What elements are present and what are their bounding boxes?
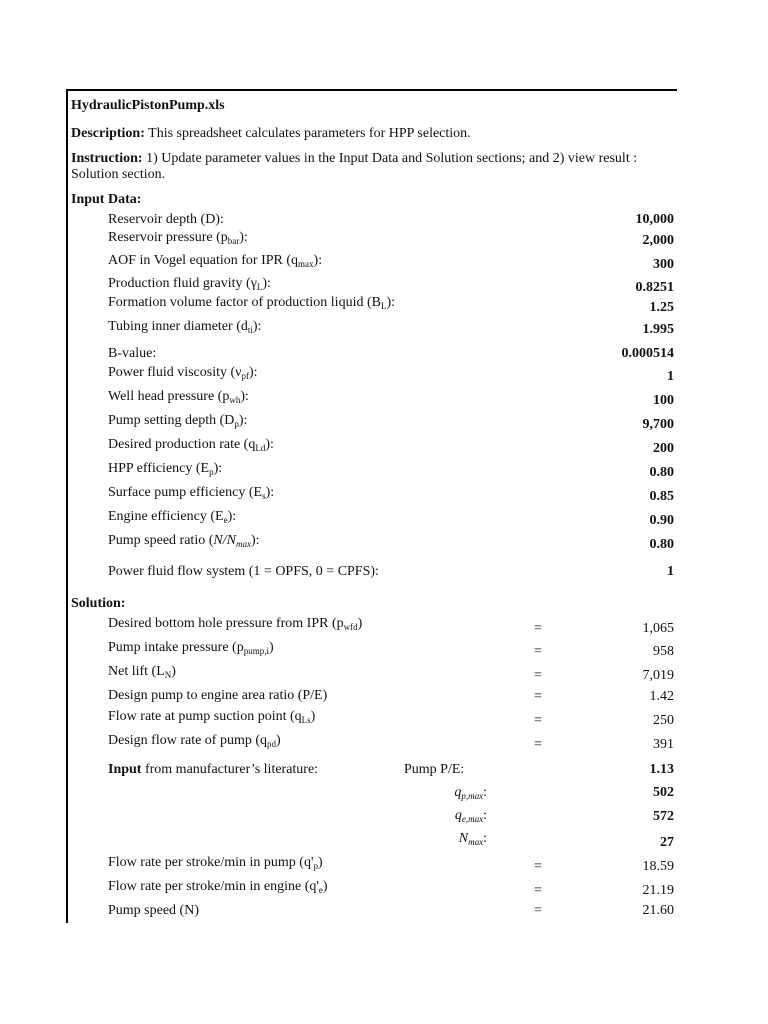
instruction-text: 1) Update parameter values in the Input Data and Solution sections; and 2) view result : (142, 151, 638, 166)
input-label-engine-efficiency: Engine efficiency $(E_e)$: (108, 509, 237, 525)
solution-value-bhp: 1,065 (642, 621, 674, 636)
input-value-hpp-efficiency[interactable]: 0.80 (649, 465, 674, 480)
solution-value-flow-per-stroke-pump: 18.59 (642, 859, 674, 874)
input-value-reservoir-pressure[interactable]: 2,000 (642, 233, 674, 248)
solution-label-flow-rate-suction: Flow rate at pump suction point $(q_{Ls})$ (108, 709, 316, 725)
input-label-reservoir-depth: Reservoir depth (D): (108, 212, 224, 227)
instruction-line-2: Solution section. (71, 167, 166, 182)
solution-eq-pump-speed: = (534, 903, 542, 918)
solution-eq-flow-rate-suction: = (534, 713, 542, 728)
input-value-b-value[interactable]: 0.000514 (621, 346, 674, 361)
solution-label-flow-per-stroke-pump: Flow rate per stroke/min in pump $(q'_p)$ (108, 855, 323, 871)
instruction-line (71, 151, 637, 167)
input-value-power-fluid-viscosity[interactable]: 1 (667, 369, 674, 384)
input-value-surface-pump-efficiency[interactable]: 0.85 (649, 489, 674, 504)
description-line (71, 126, 471, 142)
qp-max-value[interactable]: 502 (653, 785, 674, 800)
solution-value-flow-rate-suction: 250 (653, 713, 674, 728)
solution-value-pump-intake-pressure: 958 (653, 644, 674, 659)
input-value-pump-speed-ratio[interactable]: 0.80 (649, 537, 674, 552)
input-label-fluid-gravity: Production fluid gravity $(\gamma_L)$: (108, 276, 271, 292)
solution-label-pump-speed: Pump speed (N) (108, 903, 199, 918)
input-value-power-fluid-flow-system[interactable]: 1 (667, 564, 674, 579)
solution-value-flow-per-stroke-engine: 21.19 (642, 883, 674, 898)
input-label-aof: AOF in Vogel equation for IPR $(q_{max})$: (108, 253, 323, 269)
input-label-power-fluid-flow-system: Power fluid flow system (1 = OPFS, 0 = CPFS): (108, 564, 379, 579)
input-label-pump-speed-ratio: Pump speed ratio $(N/N_{max})$: (108, 533, 260, 549)
input-label-surface-pump-efficiency: Surface pump efficiency $(E_s)$: (108, 485, 275, 501)
solution-label-bhp: Desired bottom hole pressure from IPR $(p_{wfd})$ (108, 616, 363, 632)
input-label-pump-setting-depth: Pump setting depth $(D_p)$: (108, 413, 248, 429)
qe-max-value[interactable]: 572 (653, 809, 674, 824)
input-value-fvf[interactable]: 1.25 (649, 300, 674, 315)
n-max-value[interactable]: 27 (660, 835, 674, 850)
input-label-well-head-pressure: Well head pressure $(p_{wh})$: (108, 389, 249, 405)
solution-label-area-ratio: Design pump to engine area ratio (P/E) (108, 688, 328, 703)
input-value-fluid-gravity[interactable]: 0.8251 (635, 280, 674, 295)
solution-label-pump-intake-pressure: Pump intake pressure $(p_{pump,i})$ (108, 640, 274, 656)
n-max-label: $N_{max}$: (458, 831, 487, 847)
qp-max-label: $q_{p,max}$: (454, 785, 487, 801)
input-label-b-value: B-value: (108, 346, 157, 361)
solution-eq-pump-intake-pressure: = (534, 644, 542, 659)
file-title: HydraulicPistonPump.xls (71, 98, 225, 113)
solution-eq-area-ratio: = (534, 689, 542, 704)
input-value-desired-production-rate[interactable]: 200 (653, 441, 674, 456)
solution-eq-flow-per-stroke-engine: = (534, 883, 542, 898)
input-label-fvf: Formation volume factor of production liquid $(B_L)$: (108, 295, 396, 311)
input-value-aof[interactable]: 300 (653, 257, 674, 272)
input-value-tubing-diameter[interactable]: 1.995 (642, 322, 674, 337)
solution-value-area-ratio: 1.42 (649, 689, 674, 704)
input-value-well-head-pressure[interactable]: 100 (653, 393, 674, 408)
input-value-pump-setting-depth[interactable]: 9,700 (642, 417, 674, 432)
solution-heading: Solution: (71, 596, 126, 611)
solution-value-pump-speed: 21.60 (642, 903, 674, 918)
solution-eq-design-flow-rate: = (534, 737, 542, 752)
input-label-hpp-efficiency: HPP efficiency $(E_p)$: (108, 461, 223, 477)
solution-value-net-lift: 7,019 (642, 668, 674, 683)
input-value-engine-efficiency[interactable]: 0.90 (649, 513, 674, 528)
input-value-reservoir-depth[interactable]: 10,000 (635, 212, 674, 227)
pump-pe-value[interactable]: 1.13 (649, 762, 674, 777)
pump-pe-label: Pump P/E: (404, 762, 465, 777)
solution-value-design-flow-rate: 391 (653, 737, 674, 752)
solution-label-design-flow-rate: Design flow rate of pump $(q_{pd})$ (108, 733, 281, 749)
spreadsheet-sheet (66, 89, 677, 923)
manufacturer-input-line: Input from manufacturer’s literature: (108, 762, 319, 777)
solution-eq-bhp: = (534, 621, 542, 636)
solution-eq-net-lift: = (534, 668, 542, 683)
input-data-heading: Input Data: (71, 192, 142, 207)
description-label: Description: (71, 126, 145, 141)
input-label-reservoir-pressure: Reservoir pressure $(p_{bar})$: (108, 230, 248, 246)
description-text: This spreadsheet calculates parameters for HPP selection. (144, 126, 471, 141)
input-label-tubing-diameter: Tubing inner diameter $(d_{ti})$: (108, 319, 262, 335)
input-label-desired-production-rate: Desired production rate $(q_{Ld})$: (108, 437, 274, 453)
input-label-power-fluid-viscosity: Power fluid viscosity $(\nu_{pf})$: (108, 365, 258, 381)
solution-label-flow-per-stroke-engine: Flow rate per stroke/min in engine $(q'_e)$ (108, 879, 328, 895)
solution-eq-flow-per-stroke-pump: = (534, 859, 542, 874)
solution-label-net-lift: Net lift $(L_N)$ (108, 664, 176, 680)
qe-max-label: $q_{e,max}$: (454, 808, 487, 824)
instruction-label: Instruction: (71, 151, 143, 166)
